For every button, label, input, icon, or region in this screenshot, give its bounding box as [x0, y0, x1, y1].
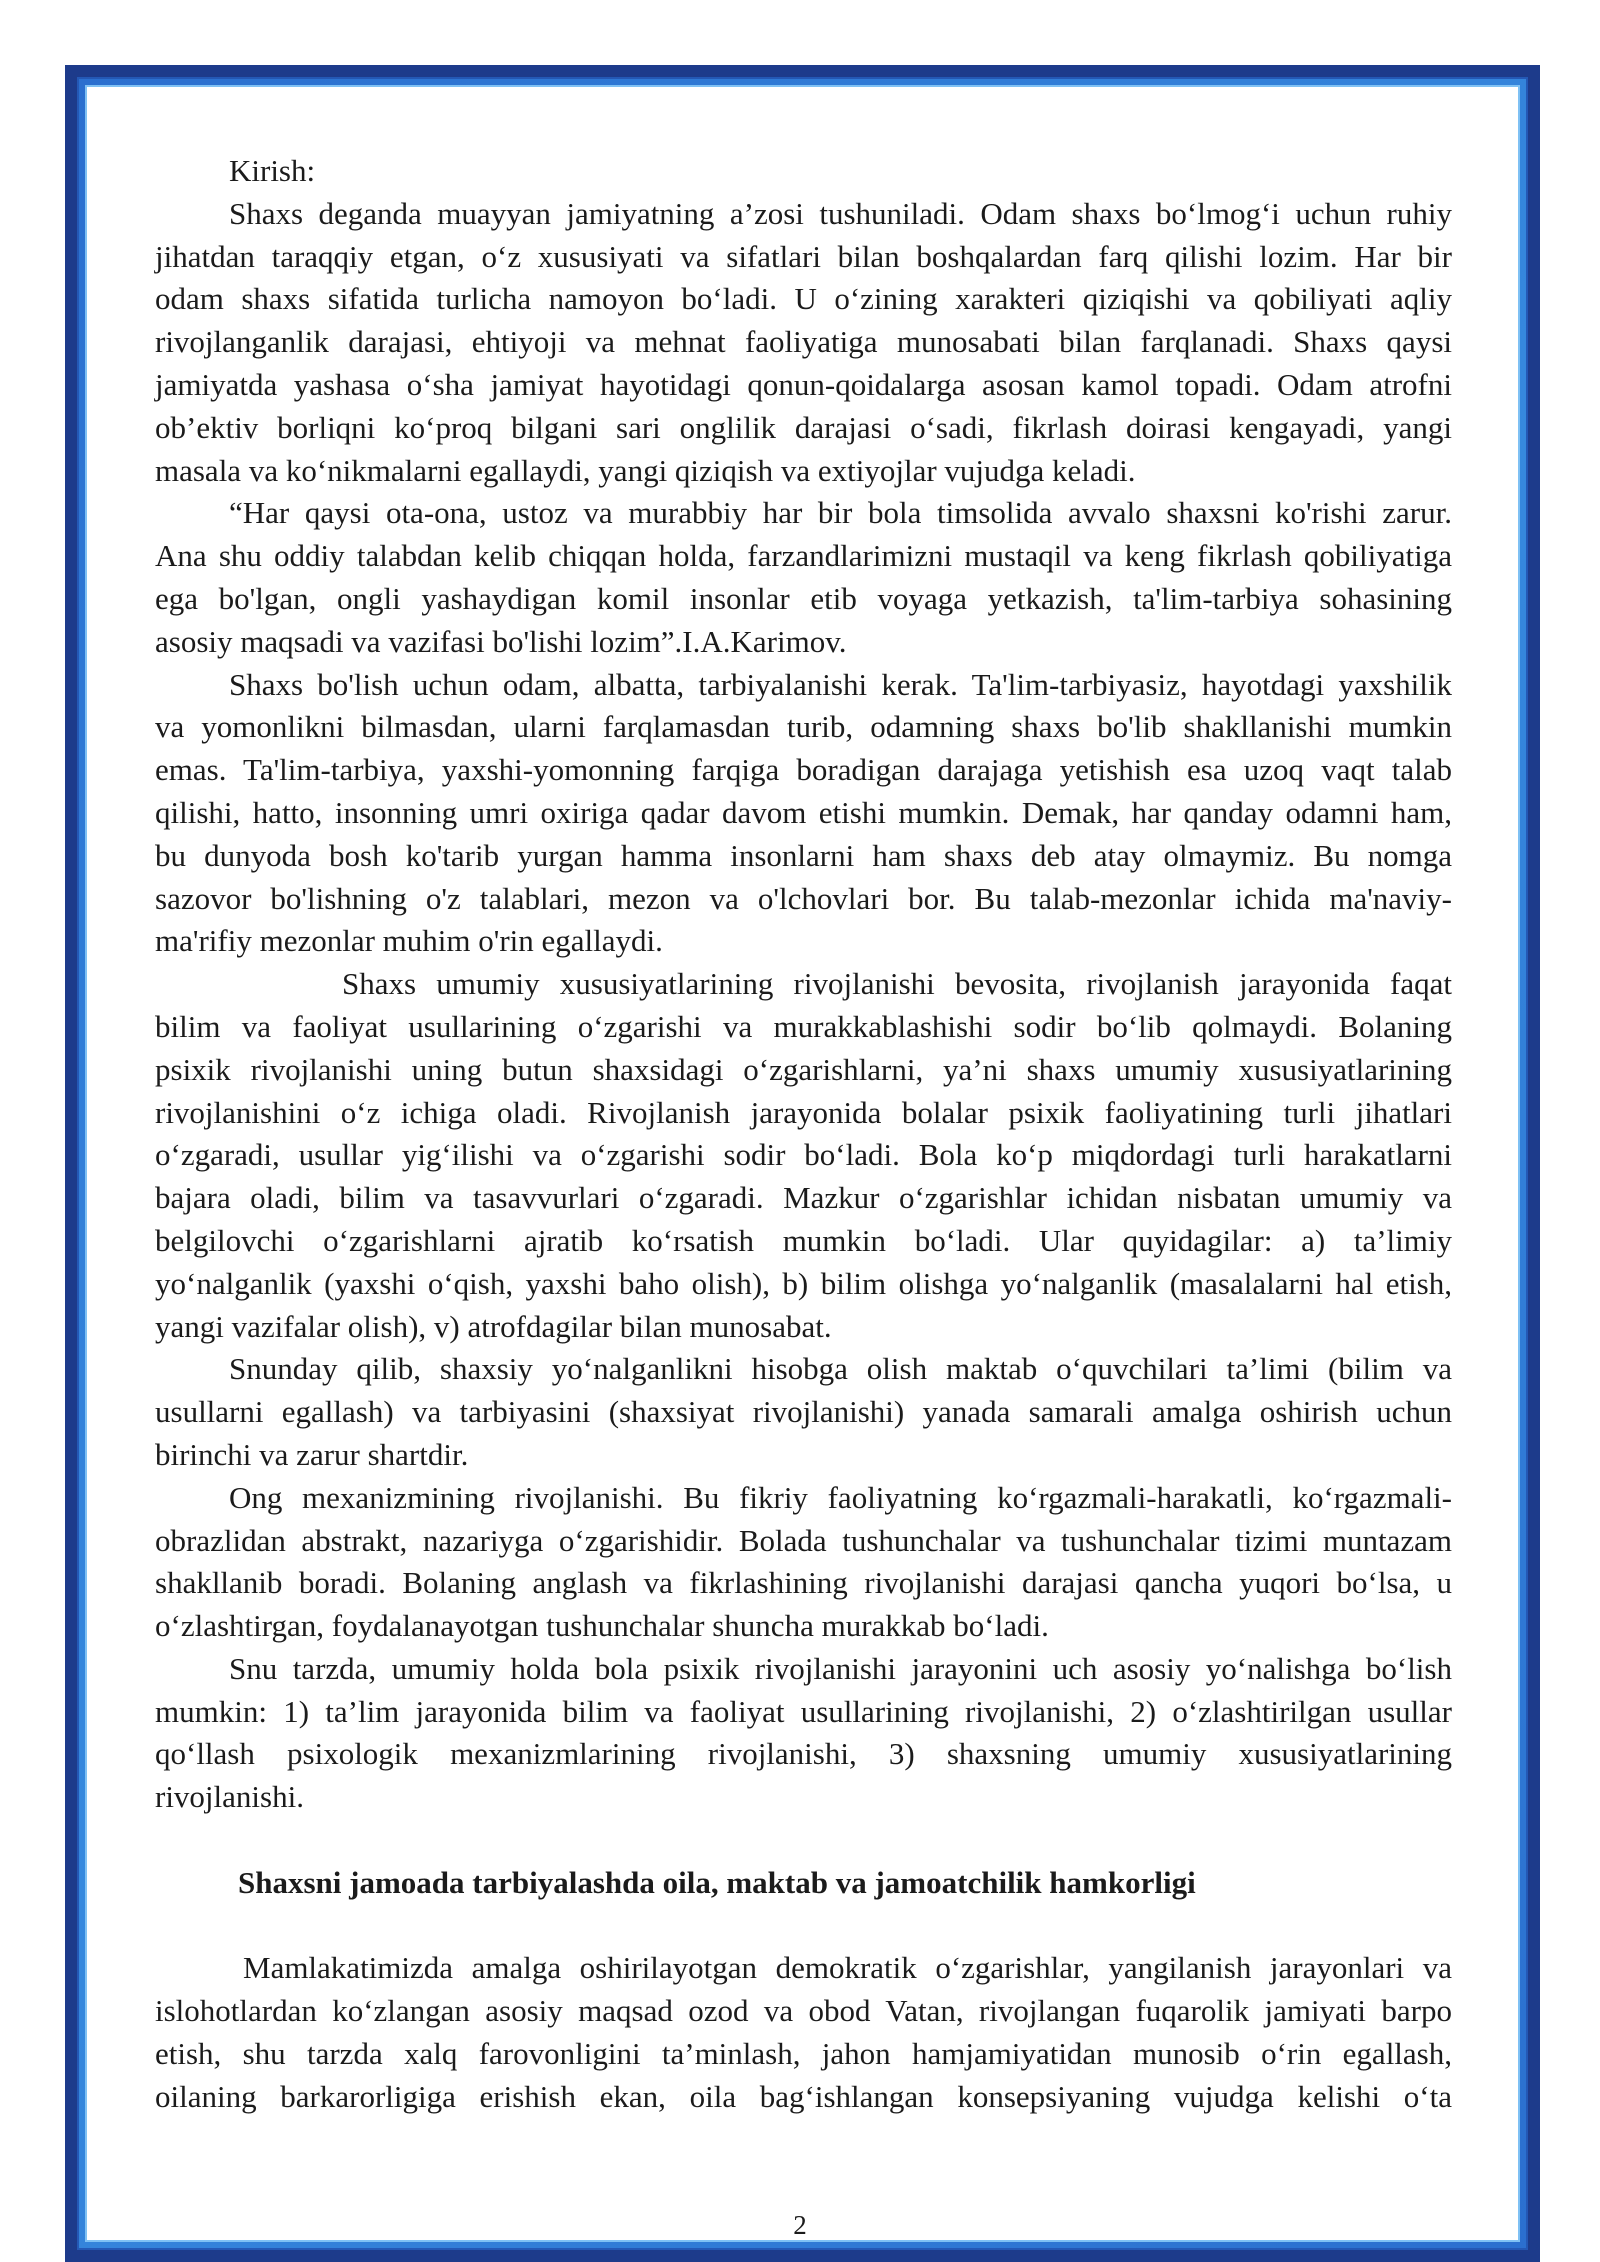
- paragraph-line: usullarni egallash) va tarbiyasini (shaxsiyat rivojlanishi) yanada samarali amalga oshirish uchun: [155, 1394, 1452, 1430]
- paragraph: [155, 193, 1452, 493]
- page-number: 2: [793, 2210, 807, 2240]
- paragraph-line: rivojlanishini o‘z ichiga oladi. Rivojlanish jarayonida bolalar psixik faoliyatining turli jihatlari: [155, 1094, 1452, 1130]
- paragraph-line: yo‘nalganlik (yaxshi o‘qish, yaxshi baho olish), b) bilim olishga yo‘nalganlik (masalalarni hal etish,: [155, 1265, 1452, 1301]
- paragraph-line: Ana shu oddiy talabdan kelib chiqqan holda, farzandlarimizni mustaqil va keng fikrlash qobiliyatiga: [155, 538, 1452, 574]
- paragraph-line: ega bo'lgan, ongli yashaydigan komil insonlar etib voyaga yetkazish, ta'lim-tarbiya sohasining: [155, 580, 1452, 616]
- paragraph-line: Snunday qilib, shaxsiy yo‘nalganlikni hisobga olish maktab o‘quvchilari ta’limi (bilim va: [229, 1351, 1452, 1387]
- paragraph-line: masala va ko‘nikmalarni egallaydi, yangi qiziqish va extiyojlar vujudga keladi.: [155, 452, 1136, 488]
- paragraph: [155, 963, 1452, 1348]
- paragraph-line: Mamlakatimizda amalga oshirilayotgan demokratik o‘zgarishlar, yangilanish jarayonlari va: [243, 1950, 1452, 1986]
- paragraph-line: jihatdan taraqqiy etgan, o‘z xususiyati va sifatlari bilan boshqalardan farq qilishi lozim. Har bir: [155, 238, 1452, 274]
- paragraph-line: Shaxs deganda muayyan jamiyatning a’zosi tushuniladi. Odam shaxs bo‘lmog‘i uchun ruhiy: [229, 195, 1452, 231]
- paragraph-line: o‘zlashtirgan, foydalanayotgan tushunchalar shuncha murakkab bo‘ladi.: [155, 1608, 1049, 1644]
- paragraph-line: rivojlanganlik darajasi, ehtiyoji va mehnat faoliyatiga munosabati bilan farqlanadi. Shaxs qaysi: [155, 324, 1452, 360]
- paragraph-line: obrazlidan abstrakt, nazariyga o‘zgarishidir. Bolada tushunchalar va tushunchalar tizimi muntazam: [155, 1522, 1452, 1558]
- paragraph-line: birinchi va zarur shartdir.: [155, 1436, 469, 1472]
- paragraph-line: bajara oladi, bilim va tasavvurlari o‘zgaradi. Mazkur o‘zgarishlar ichidan nisbatan umumiy va: [155, 1180, 1452, 1216]
- paragraph-line: o‘zgaradi, usullar yig‘ilishi va o‘zgarishi sodir bo‘ladi. Bola ko‘p miqdordagi turli harakatlarni: [155, 1137, 1452, 1173]
- paragraph-line: asosiy maqsadi va vazifasi bo'lishi lozim”.I.A.Karimov.: [155, 623, 847, 659]
- paragraph-line: emas. Ta'lim-tarbiya, yaxshi-yomonning farqiga boradigan darajaga yetishish esa uzoq vaqt talab: [155, 752, 1452, 788]
- quote-paragraph: [155, 492, 1452, 663]
- paragraph-line: Shaxs bo'lish uchun odam, albatta, tarbiyalanishi kerak. Ta'lim-tarbiyasiz, hayotdagi yaxshilik: [229, 666, 1452, 702]
- paragraph-line: jamiyatda yashasa o‘sha jamiyat hayotidagi qonun-qoidalarga asosan kamol topadi. Odam atrofni: [155, 366, 1452, 402]
- section-heading: Shaxsni jamoada tarbiyalashda oila, maktab va jamoatchilik hamkorligi: [238, 1864, 1196, 1900]
- paragraph: [155, 664, 1452, 964]
- paragraph-line: psixik rivojlanishi uning butun shaxsidagi o‘zgarishlarni, ya’ni shaxs umumiy xususiyatlarining: [155, 1051, 1452, 1087]
- paragraph-line: etish, shu tarzda xalq farovonligini ta’minlash, jahon hamjamiyatidan munosib o‘rin egallash,: [155, 2036, 1452, 2072]
- paragraph: [155, 1947, 1452, 2118]
- paragraph-line: belgilovchi o‘zgarishlarni ajratib ko‘rsatish mumkin bo‘ladi. Ular quyidagilar: a) ta’limiy: [155, 1222, 1452, 1258]
- document-body: [155, 150, 1452, 2119]
- paragraph-line: oilaning barkarorligiga erishish ekan, oila bag‘ishlangan konsepsiyaning vujudga kelishi o‘ta: [155, 2078, 1452, 2114]
- paragraph-line: qilishi, hatto, insonning umri oxiriga qadar davom etishi mumkin. Demak, har qanday odamni ham,: [155, 794, 1452, 830]
- paragraph-line: va yomonlikni bilmasdan, ularni farqlamasdan turib, odamning shaxs bo'lib shakllanishi mumkin: [155, 709, 1452, 745]
- paragraph-line: “Har qaysi ota-ona, ustoz va murabbiy har bir bola timsolida avvalo shaxsni ko'rishi zarur.: [229, 495, 1452, 531]
- paragraph-line: rivojlanishi.: [155, 1779, 304, 1815]
- paragraph-line: islohotlardan ko‘zlangan asosiy maqsad ozod va obod Vatan, rivojlangan fuqarolik jamiyati barpo: [155, 1993, 1452, 2029]
- paragraph-line: shakllanib boradi. Bolaning anglash va fikrlashining rivojlanishi darajasi qancha yuqori bo‘lsa, u: [155, 1565, 1452, 1601]
- paragraph-line: ob’ektiv borliqni ko‘proq bilgani sari onglilik darajasi o‘sadi, fikrlash doirasi kengayadi, yangi: [155, 409, 1452, 445]
- paragraph-line: Ong mexanizmining rivojlanishi. Bu fikriy faoliyatning ko‘rgazmali-harakatli, ko‘rgazmali-: [229, 1479, 1452, 1515]
- paragraph: [155, 1348, 1452, 1476]
- paragraph-line: ma'rifiy mezonlar muhim o'rin egallaydi.: [155, 923, 663, 959]
- intro-label: Kirish:: [229, 153, 316, 188]
- blank-line: [155, 1819, 1452, 1862]
- paragraph: [155, 1477, 1452, 1648]
- paragraph-line: bu dunyoda bosh ko'tarib yurgan hamma insonlarni ham shaxs deb atay olmaymiz. Bu nomga: [155, 837, 1452, 873]
- paragraph-line: Snu tarzda, umumiy holda bola psixik rivojlanishi jarayonini uch asosiy yo‘nalishga bo‘lish: [229, 1650, 1452, 1686]
- paragraph-line: sazovor bo'lishning o'z talablari, mezon va o'lchovlari bor. Bu talab-mezonlar ichida ma'naviy-: [155, 880, 1452, 916]
- paragraph-line: Shaxs umumiy xususiyatlarining rivojlanishi bevosita, rivojlanish jarayonida faqat: [342, 966, 1452, 1002]
- paragraph-line: qo‘llash psixologik mexanizmlarining rivojlanishi, 3) shaxsning umumiy xususiyatlarining: [155, 1736, 1452, 1772]
- paragraph: [155, 1648, 1452, 1819]
- paragraph-line: mumkin: 1) ta’lim jarayonida bilim va faoliyat usullarining rivojlanishi, 2) o‘zlashtirilgan usullar: [155, 1693, 1452, 1729]
- blank-line: [155, 1905, 1452, 1948]
- paragraph-line: yangi vazifalar olish), v) atrofdagilar bilan munosabat.: [155, 1308, 832, 1344]
- paragraph-line: odam shaxs sifatida turlicha namoyon bo‘ladi. U o‘zining xarakteri qiziqishi va qobiliyati aqliy: [155, 281, 1452, 317]
- paragraph-line: bilim va faoliyat usullarining o‘zgarishi va murakkablashishi sodir bo‘lib qolmaydi. Bolaning: [155, 1008, 1452, 1044]
